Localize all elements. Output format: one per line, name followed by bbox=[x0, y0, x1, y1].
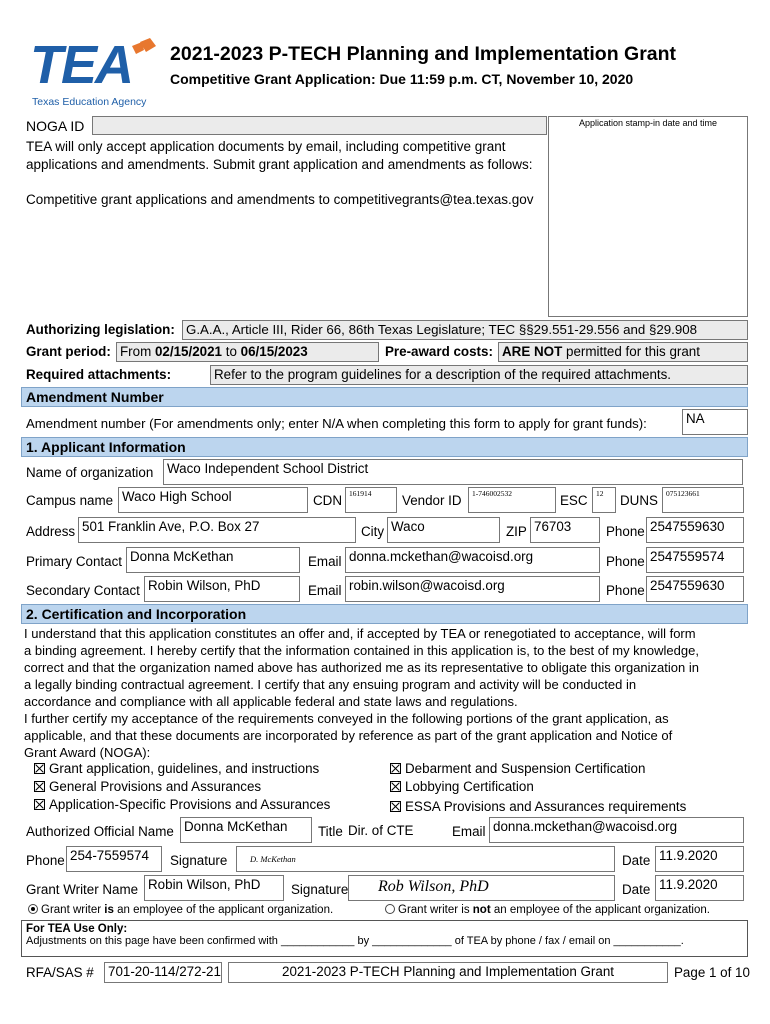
grant-period-label: Grant period: bbox=[26, 344, 111, 359]
date-label-1: Date bbox=[622, 853, 651, 868]
duns-label: DUNS bbox=[620, 493, 658, 508]
radio2-text-b: not bbox=[472, 904, 491, 916]
radio-selected-icon bbox=[28, 904, 38, 914]
intro-line-3: Competitive grant applications and amendments to competitivegrants@tea.texas.gov bbox=[26, 192, 534, 207]
city-field[interactable]: Waco bbox=[387, 517, 500, 543]
tea-use-box bbox=[21, 920, 748, 957]
cdn-label: CDN bbox=[313, 493, 343, 508]
phone-field-2[interactable]: 2547559574 bbox=[646, 547, 744, 573]
legislation-field: G.A.A., Article III, Rider 66, 86th Texas Legislature; TEC §§29.551-29.556 and §29.908 bbox=[182, 320, 748, 340]
stamp-label: Application stamp-in date and time bbox=[578, 118, 718, 128]
official-name-field[interactable]: Donna McKethan bbox=[180, 817, 312, 843]
checked-box-icon bbox=[34, 799, 45, 810]
legislation-label: Authorizing legislation: bbox=[26, 322, 175, 337]
period-end: 06/15/2023 bbox=[240, 344, 308, 359]
checkbox-label: Grant application, guidelines, and instructions bbox=[49, 761, 320, 776]
grant-period-field bbox=[116, 342, 379, 362]
page-number: Page 1 of 10 bbox=[674, 965, 750, 980]
period-from-label: From bbox=[120, 344, 152, 359]
cdn-field[interactable]: 161914 bbox=[345, 487, 397, 513]
checkbox-right-2[interactable] bbox=[390, 779, 534, 794]
intro-line-2: applications and amendments. Submit grant application and amendments as follows: bbox=[26, 157, 533, 172]
signature-field-2[interactable] bbox=[348, 875, 615, 901]
signature-label-2: Signature bbox=[291, 882, 349, 897]
checked-box-icon bbox=[390, 801, 401, 812]
phone-field-1[interactable]: 2547559630 bbox=[646, 517, 744, 543]
radio2-text-a: Grant writer is bbox=[398, 904, 470, 916]
campus-field[interactable]: Waco High School bbox=[118, 487, 308, 513]
official-phone-label: Phone bbox=[26, 853, 65, 868]
esc-field[interactable]: 12 bbox=[592, 487, 616, 513]
primary-email-field[interactable]: donna.mckethan@wacoisd.org bbox=[345, 547, 600, 573]
radio1-text-c: an employee of the applicant organization. bbox=[117, 904, 334, 916]
secondary-contact-field[interactable]: Robin Wilson, PhD bbox=[144, 576, 300, 602]
page-title: 2021-2023 P-TECH Planning and Implementation Grant bbox=[170, 43, 677, 65]
cert-line: applicable, and that these documents are incorporated by reference as part of the grant application and Notice of bbox=[24, 728, 673, 743]
org-field[interactable]: Waco Independent School District bbox=[163, 459, 743, 485]
secondary-contact-label: Secondary Contact bbox=[26, 583, 140, 598]
signature-label-1: Signature bbox=[170, 853, 228, 868]
radio-unselected-icon bbox=[385, 904, 395, 914]
agency-name: Texas Education Agency bbox=[32, 96, 147, 108]
checkbox-label: ESSA Provisions and Assurances requirements bbox=[405, 799, 687, 814]
cert-line: correct and that the organization named above has authorized me as its representative to obligate this organization in bbox=[24, 660, 699, 675]
campus-label: Campus name bbox=[26, 493, 114, 508]
duns-field[interactable]: 075123661 bbox=[662, 487, 744, 513]
stamp-box bbox=[548, 116, 748, 317]
official-title-label: Title bbox=[318, 824, 343, 839]
preaward-strong: ARE NOT bbox=[502, 344, 563, 359]
org-label: Name of organization bbox=[26, 465, 154, 480]
rfa-label: RFA/SAS # bbox=[26, 965, 94, 980]
checked-box-icon bbox=[34, 763, 45, 774]
date-field-2[interactable]: 11.9.2020 bbox=[655, 875, 744, 901]
grant-writer-label: Grant Writer Name bbox=[26, 882, 139, 897]
official-phone-field[interactable]: 254-7559574 bbox=[66, 846, 162, 872]
tea-use-line: Adjustments on this page have been confirmed with ____________ by _____________ of TEA by phone / fax / email on ___________. bbox=[26, 935, 684, 947]
attachments-label: Required attachments: bbox=[26, 367, 172, 382]
address-label: Address bbox=[26, 524, 76, 539]
preaward-rest: permitted for this grant bbox=[566, 344, 700, 359]
period-start: 02/15/2021 bbox=[154, 344, 223, 359]
checkbox-left-3[interactable] bbox=[34, 797, 330, 812]
checkbox-left-1[interactable] bbox=[34, 761, 319, 776]
tea-use-heading: For TEA Use Only: bbox=[26, 923, 128, 935]
logo-text: TEA bbox=[30, 35, 132, 95]
checkbox-label: Debarment and Suspension Certification bbox=[405, 761, 646, 776]
radio-writer-not-employee[interactable] bbox=[385, 904, 710, 916]
cert-line: I understand that this application constitutes an offer and, if accepted by TEA or renegotiated to acceptance, will form bbox=[24, 626, 696, 641]
email-label-2: Email bbox=[308, 583, 342, 598]
checkbox-label: Lobbying Certification bbox=[405, 779, 534, 794]
date-field-1[interactable]: 11.9.2020 bbox=[655, 846, 744, 872]
radio1-text-b: is bbox=[104, 904, 114, 916]
certification-para-1 bbox=[24, 625, 746, 761]
official-email-label: Email bbox=[452, 824, 486, 839]
secondary-email-field[interactable]: robin.wilson@wacoisd.org bbox=[345, 576, 600, 602]
vendor-id-label: Vendor ID bbox=[402, 493, 462, 508]
noga-label: NOGA ID bbox=[26, 118, 85, 134]
zip-field[interactable]: 76703 bbox=[530, 517, 600, 543]
amendment-label: Amendment number (For amendments only; enter N/A when completing this form to apply for grant funds): bbox=[26, 416, 647, 431]
noga-id-field[interactable] bbox=[92, 116, 547, 135]
phone-field-3[interactable]: 2547559630 bbox=[646, 576, 744, 602]
rfa-field: 701-20-114/272-21 bbox=[104, 962, 222, 983]
checked-box-icon bbox=[390, 781, 401, 792]
certification-heading: 2. Certification and Incorporation bbox=[21, 604, 748, 624]
official-title-field[interactable]: Dir. of CTE bbox=[348, 823, 414, 838]
email-label-1: Email bbox=[308, 554, 342, 569]
checkbox-label: Application-Specific Provisions and Assurances bbox=[49, 797, 331, 812]
checkbox-right-3[interactable] bbox=[390, 799, 686, 814]
official-email-field[interactable]: donna.mckethan@wacoisd.org bbox=[489, 817, 744, 843]
phone-label-2: Phone bbox=[606, 554, 645, 569]
attachments-field: Refer to the program guidelines for a description of the required attachments. bbox=[210, 365, 748, 385]
zip-label: ZIP bbox=[506, 524, 527, 539]
signature-text-2: Rob Wilson, PhD bbox=[378, 878, 489, 895]
radio1-text-a: Grant writer bbox=[41, 904, 102, 916]
footer-title: 2021-2023 P-TECH Planning and Implementation Grant bbox=[228, 962, 668, 983]
signature-text-1: D. McKethan bbox=[250, 854, 296, 864]
amendment-heading: Amendment Number bbox=[21, 387, 748, 407]
date-label-2: Date bbox=[622, 882, 651, 897]
primary-contact-label: Primary Contact bbox=[26, 554, 122, 569]
checkbox-right-1[interactable] bbox=[390, 761, 645, 776]
page-subtitle: Competitive Grant Application: Due 11:59 p.m. CT, November 10, 2020 bbox=[170, 71, 634, 87]
vendor-id-field[interactable]: 1-746002532 bbox=[468, 487, 556, 513]
period-to-label: to bbox=[225, 344, 237, 359]
cert-line: I further certify my acceptance of the requirements conveyed in the following portions of the grant application, as bbox=[24, 711, 669, 726]
phone-label-1: Phone bbox=[606, 524, 645, 539]
intro-line-1: TEA will only accept application documents by email, including competitive grant bbox=[26, 139, 506, 154]
checkbox-label: General Provisions and Assurances bbox=[49, 779, 262, 794]
signature-field-1[interactable] bbox=[236, 846, 615, 872]
address-field[interactable]: 501 Franklin Ave, P.O. Box 27 bbox=[78, 517, 356, 543]
checked-box-icon bbox=[390, 763, 401, 774]
tea-logo bbox=[28, 35, 163, 110]
preaward-field bbox=[498, 342, 748, 362]
radio-writer-employee[interactable] bbox=[28, 904, 333, 916]
preaward-label: Pre-award costs: bbox=[385, 344, 493, 359]
cert-line: Grant Award (NOGA): bbox=[24, 745, 151, 760]
cert-line: a legally binding contractual agreement. I certify that any ensuing program and activity will be conducted in bbox=[24, 677, 637, 692]
official-name-label: Authorized Official Name bbox=[26, 824, 174, 839]
cert-line: accordance and compliance with all applicable federal and state laws and regulations. bbox=[24, 694, 518, 709]
primary-contact-field[interactable]: Donna McKethan bbox=[126, 547, 300, 573]
amendment-number-field[interactable]: NA bbox=[682, 409, 748, 435]
phone-label-3: Phone bbox=[606, 583, 645, 598]
radio2-text-c: an employee of the applicant organization. bbox=[493, 904, 710, 916]
applicant-heading: 1. Applicant Information bbox=[21, 437, 748, 457]
checked-box-icon bbox=[34, 781, 45, 792]
checkbox-left-2[interactable] bbox=[34, 779, 261, 794]
esc-label: ESC bbox=[560, 493, 588, 508]
cert-line: a binding agreement. I hereby certify that the information contained in this application is, to the best of my knowledge, bbox=[24, 643, 699, 658]
city-label: City bbox=[361, 524, 385, 539]
grant-writer-field[interactable]: Robin Wilson, PhD bbox=[144, 875, 284, 901]
